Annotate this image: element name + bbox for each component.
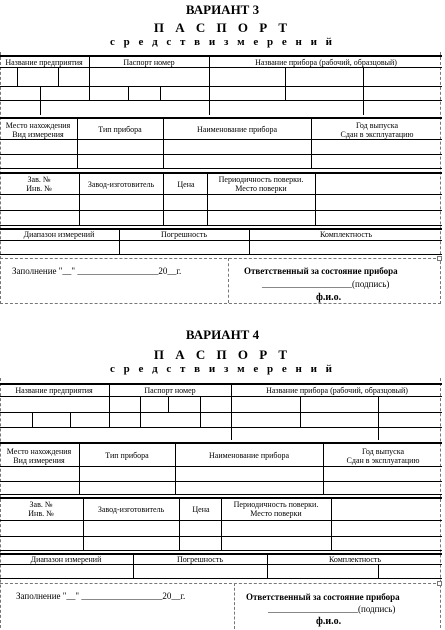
label-year: Год выпуска (361, 447, 405, 456)
label-passport-number: Паспорт номер (123, 58, 175, 67)
label-commissioned: Сдан в эксплуатацию (340, 130, 414, 139)
label-device-title: Наименование прибора (196, 125, 278, 134)
form-subtitle: с р е д с т в и з м е р е н и й (109, 36, 336, 48)
label-enterprise: Название предприятия (15, 386, 93, 395)
label-range: Диапазон измерений (30, 555, 102, 564)
label-device-name: Название прибора (рабочий, образцовый) (266, 386, 408, 395)
label-device-title: Наименование прибора (208, 451, 290, 460)
label-device-name: Название прибора (рабочий, образцовый) (255, 58, 397, 67)
label-measure-type: Вид измерения (12, 130, 64, 139)
responsible-label: Ответственный за состояние прибора (244, 266, 398, 276)
fill-date-line: Заполнение "__" __________________20__г. (16, 591, 186, 601)
fio-label: ф.и.о. (316, 616, 342, 627)
label-verify-place: Место поверки (250, 509, 302, 518)
label-enterprise: Название предприятия (5, 58, 83, 67)
form-subtitle: с р е д с т в и з м е р е н и й (109, 363, 336, 375)
label-manufacturer: Завод-изготовитель (87, 180, 155, 189)
label-device-type: Тип прибора (105, 451, 149, 460)
label-measure-type: Вид измерения (13, 456, 65, 465)
label-completeness: Комплектность (328, 555, 382, 564)
label-year: Год выпуска (355, 121, 399, 130)
label-error: Погрешность (161, 230, 207, 239)
variant-heading: ВАРИАНТ 3 (185, 2, 260, 17)
label-location: Место нахождения (5, 121, 71, 130)
fill-date-line: Заполнение "__" __________________20__г. (12, 266, 182, 276)
label-passport-number: Паспорт номер (144, 386, 196, 395)
label-location: Место нахождения (6, 447, 72, 456)
fio-label: ф.и.о. (316, 292, 342, 303)
label-device-type: Тип прибора (98, 125, 142, 134)
label-manufacturer: Завод-изготовитель (97, 505, 165, 514)
label-price: Цена (177, 180, 195, 189)
form-title: П А С П О Р Т (153, 20, 292, 35)
variant-heading: ВАРИАНТ 4 (185, 327, 260, 342)
label-error: Погрешность (177, 555, 223, 564)
label-inventory: Инв. № (28, 509, 54, 518)
form-title: П А С П О Р Т (153, 347, 292, 362)
signature-line: ____________________(подпись) (268, 604, 396, 614)
label-periodicity: Периодичность поверки. (233, 500, 319, 509)
signature-line: ____________________(подпись) (262, 279, 390, 289)
label-inventory: Инв. № (26, 184, 52, 193)
label-periodicity: Периодичность поверки. (218, 175, 304, 184)
label-completeness: Комплектность (319, 230, 373, 239)
label-range: Диапазон измерений (23, 230, 95, 239)
responsible-label: Ответственный за состояние прибора (246, 592, 400, 602)
label-verify-place: Место поверки (235, 184, 287, 193)
label-serial: Зав. № (27, 175, 51, 184)
label-serial: Зав. № (29, 500, 53, 509)
label-commissioned: Сдан в эксплуатацию (346, 456, 420, 465)
label-price: Цена (192, 505, 210, 514)
